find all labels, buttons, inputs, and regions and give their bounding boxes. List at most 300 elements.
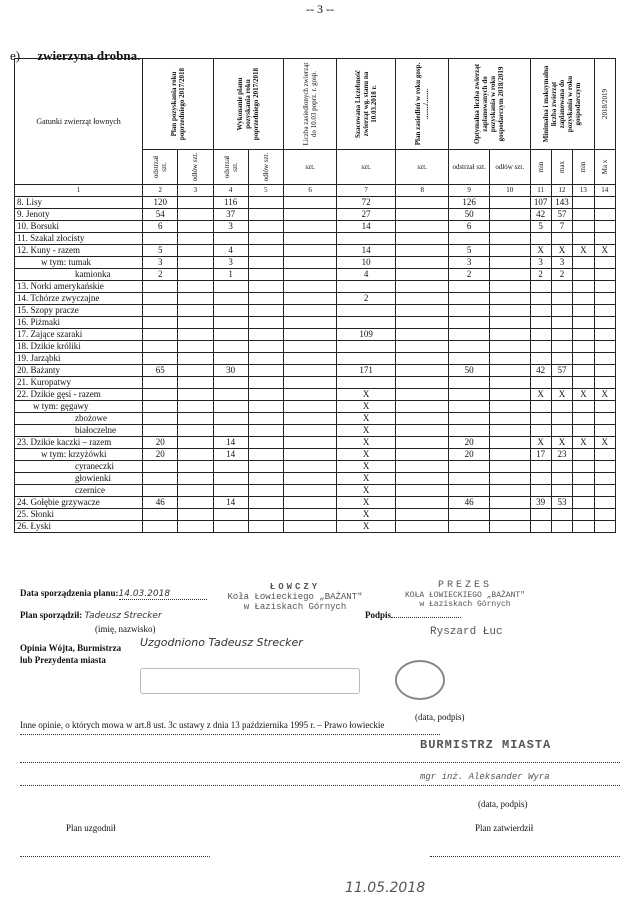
cell-col-13 [573, 461, 594, 473]
cell-col-3 [178, 377, 213, 389]
cell-col-4 [213, 329, 248, 341]
cell-col-9 [449, 353, 490, 365]
cell-col-10 [489, 521, 530, 533]
cell-col-10 [489, 341, 530, 353]
cell-col-8 [396, 257, 449, 269]
cell-col-2: 46 [143, 497, 178, 509]
cell-col-12: X [551, 437, 572, 449]
plan-approved-line [430, 856, 620, 857]
cell-col-14 [594, 473, 615, 485]
cell-col-6 [283, 305, 336, 317]
cell-col-4 [213, 473, 248, 485]
unit-min: min [573, 150, 594, 185]
cell-col-4: 4 [213, 245, 248, 257]
species-name: w tym: tumak [15, 257, 143, 269]
cell-col-9 [449, 341, 490, 353]
cell-col-3 [178, 269, 213, 281]
cell-col-14 [594, 257, 615, 269]
table-row [15, 401, 616, 413]
burmistrz-title: BURMISTRZ MIASTA [420, 738, 552, 752]
table-row [15, 293, 616, 305]
cell-col-14 [594, 317, 615, 329]
cell-col-2: 20 [143, 437, 178, 449]
species-name: zbożowe [15, 413, 143, 425]
cell-col-2 [143, 317, 178, 329]
cell-col-3 [178, 257, 213, 269]
bottom-date: 11.05.2018 [345, 880, 426, 896]
column-number: 13 [573, 185, 594, 197]
cell-col-3 [178, 281, 213, 293]
cell-col-4: 14 [213, 497, 248, 509]
cell-col-6 [283, 401, 336, 413]
cell-col-7: 4 [337, 269, 396, 281]
cell-col-12: X [551, 389, 572, 401]
cell-col-14 [594, 233, 615, 245]
cell-col-11: X [530, 389, 551, 401]
cell-col-13: X [573, 437, 594, 449]
cell-col-14 [594, 329, 615, 341]
species-name: 19. Jarząbki [15, 353, 143, 365]
cell-col-7: X [337, 449, 396, 461]
cell-col-9 [449, 425, 490, 437]
cell-col-8 [396, 377, 449, 389]
cell-col-14 [594, 209, 615, 221]
table-row [15, 425, 616, 437]
cell-col-3 [178, 305, 213, 317]
cell-col-7 [337, 305, 396, 317]
species-name: 9. Jenoty [15, 209, 143, 221]
unit-max: Ma x [594, 150, 615, 185]
date-value: 14.03.2018 [118, 589, 171, 599]
cell-col-9 [449, 293, 490, 305]
cell-col-12: 57 [551, 365, 572, 377]
cell-col-3 [178, 245, 213, 257]
cell-col-5 [248, 437, 283, 449]
cell-col-10 [489, 353, 530, 365]
cell-col-5 [248, 521, 283, 533]
cell-col-10 [489, 413, 530, 425]
table-row [15, 461, 616, 473]
cell-col-14 [594, 221, 615, 233]
cell-col-8 [396, 365, 449, 377]
cell-col-6 [283, 365, 336, 377]
cell-col-13 [573, 257, 594, 269]
species-name: czernice [15, 485, 143, 497]
header-execution-prev: Wykonanie planu pozyskania roku poprzedniego 2017/2018 [213, 59, 283, 150]
cell-col-13 [573, 293, 594, 305]
cell-col-9: 46 [449, 497, 490, 509]
species-name: głowienki [15, 473, 143, 485]
plan-agreed-label: Plan uzgodnił [66, 823, 116, 833]
page-number: -- 3 -- [306, 2, 334, 16]
cell-col-8 [396, 329, 449, 341]
cell-col-7 [337, 353, 396, 365]
cell-col-11: 39 [530, 497, 551, 509]
cell-col-5 [248, 473, 283, 485]
table-row [15, 209, 616, 221]
cell-col-8 [396, 305, 449, 317]
species-name: 20. Bażanty [15, 365, 143, 377]
cell-col-5 [248, 425, 283, 437]
cell-col-11 [530, 521, 551, 533]
cell-col-6 [283, 353, 336, 365]
cell-col-2 [143, 305, 178, 317]
cell-col-6 [283, 509, 336, 521]
cell-col-5 [248, 377, 283, 389]
cell-col-6 [283, 197, 336, 209]
cell-col-13: X [573, 389, 594, 401]
cell-col-4 [213, 281, 248, 293]
cell-col-14 [594, 377, 615, 389]
cell-col-7 [337, 341, 396, 353]
cell-col-13 [573, 281, 594, 293]
cell-col-11: 3 [530, 257, 551, 269]
cell-col-13 [573, 449, 594, 461]
cell-col-12: 2 [551, 269, 572, 281]
cell-col-12 [551, 413, 572, 425]
cell-col-11 [530, 233, 551, 245]
cell-col-8 [396, 269, 449, 281]
cell-col-5 [248, 365, 283, 377]
cell-col-4 [213, 425, 248, 437]
cell-col-12: 57 [551, 209, 572, 221]
cell-col-13 [573, 353, 594, 365]
cell-col-4 [213, 401, 248, 413]
cell-col-13 [573, 521, 594, 533]
column-number: 11 [530, 185, 551, 197]
cell-col-10 [489, 329, 530, 341]
cell-col-5 [248, 269, 283, 281]
cell-col-4 [213, 305, 248, 317]
cell-col-10 [489, 509, 530, 521]
cell-col-4 [213, 293, 248, 305]
cell-col-5 [248, 341, 283, 353]
lowczy-stamp: ŁOWCZY Koła Łowieckiego „BAŻANT" w Łaziskach Górnych [227, 582, 363, 612]
other-opinions: Inne opinie, o których mowa w art.8 ust. 3c ustawy z dnia 13 października 1995 r. – Prawo łowieckie [20, 720, 385, 730]
column-number: 1 [15, 185, 143, 197]
cell-col-2 [143, 329, 178, 341]
cell-col-10 [489, 269, 530, 281]
unit-szt: szt. [283, 150, 336, 185]
cell-col-2 [143, 425, 178, 437]
cell-col-9: 126 [449, 197, 490, 209]
cell-col-10 [489, 281, 530, 293]
cell-col-5 [248, 221, 283, 233]
cell-col-10 [489, 449, 530, 461]
cell-col-3 [178, 293, 213, 305]
cell-col-10 [489, 317, 530, 329]
cell-col-12 [551, 281, 572, 293]
cell-col-9: 50 [449, 365, 490, 377]
cell-col-4 [213, 485, 248, 497]
cell-col-7: 72 [337, 197, 396, 209]
cell-col-10 [489, 401, 530, 413]
cell-col-5 [248, 497, 283, 509]
cell-col-11: 107 [530, 197, 551, 209]
cell-col-9 [449, 377, 490, 389]
cell-col-11: 5 [530, 221, 551, 233]
cell-col-8 [396, 209, 449, 221]
species-name: 22. Dzikie gęsi - razem [15, 389, 143, 401]
cell-col-7: X [337, 425, 396, 437]
species-name: 17. Zające szaraki [15, 329, 143, 341]
cell-col-6 [283, 389, 336, 401]
cell-col-5 [248, 401, 283, 413]
cell-col-14 [594, 461, 615, 473]
cell-col-13 [573, 413, 594, 425]
cell-col-4 [213, 521, 248, 533]
cell-col-6 [283, 221, 336, 233]
cell-col-12 [551, 521, 572, 533]
cell-col-7: 171 [337, 365, 396, 377]
cell-col-11 [530, 329, 551, 341]
cell-col-5 [248, 245, 283, 257]
cell-col-14 [594, 353, 615, 365]
cell-col-8 [396, 341, 449, 353]
cell-col-11 [530, 473, 551, 485]
column-number: 10 [489, 185, 530, 197]
cell-col-8 [396, 281, 449, 293]
cell-col-8 [396, 449, 449, 461]
cell-col-6 [283, 233, 336, 245]
cell-col-2: 5 [143, 245, 178, 257]
cell-col-3 [178, 341, 213, 353]
cell-col-7 [337, 233, 396, 245]
header-minmax-year: 2018/2019 [594, 59, 615, 150]
cell-col-3 [178, 209, 213, 221]
cell-col-3 [178, 221, 213, 233]
cell-col-8 [396, 461, 449, 473]
cell-col-10 [489, 257, 530, 269]
faint-stamp [140, 668, 360, 694]
prezes-name: Ryszard Łuc [430, 626, 503, 638]
cell-col-8 [396, 353, 449, 365]
cell-col-2 [143, 233, 178, 245]
cell-col-3 [178, 485, 213, 497]
cell-col-12 [551, 401, 572, 413]
section-title-text: zwierzyna drobna. [37, 48, 141, 63]
table-row [15, 269, 616, 281]
table-row [15, 197, 616, 209]
cell-col-12 [551, 329, 572, 341]
cell-col-8 [396, 521, 449, 533]
cell-col-8 [396, 245, 449, 257]
cell-col-4 [213, 341, 248, 353]
cell-col-8 [396, 293, 449, 305]
table-row [15, 365, 616, 377]
cell-col-2 [143, 401, 178, 413]
cell-col-11: 42 [530, 365, 551, 377]
cell-col-3 [178, 389, 213, 401]
cell-col-8 [396, 437, 449, 449]
cell-col-7: 14 [337, 245, 396, 257]
cell-col-11 [530, 293, 551, 305]
table-row [15, 485, 616, 497]
cell-col-4: 14 [213, 449, 248, 461]
cell-col-3 [178, 473, 213, 485]
cell-col-3 [178, 521, 213, 533]
species-name: 16. Piżmaki [15, 317, 143, 329]
cell-col-14: X [594, 245, 615, 257]
cell-col-14: X [594, 389, 615, 401]
cell-col-11 [530, 353, 551, 365]
cell-col-5 [248, 233, 283, 245]
table-row [15, 245, 616, 257]
date-label: Data sporządzenia planu:14.03.2018 [20, 588, 207, 600]
cell-col-7 [337, 377, 396, 389]
cell-col-5 [248, 485, 283, 497]
cell-col-12: 143 [551, 197, 572, 209]
cell-col-7: X [337, 521, 396, 533]
species-name: 8. Lisy [15, 197, 143, 209]
cell-col-11: X [530, 245, 551, 257]
opinions-line-2 [20, 762, 620, 763]
unit-odlow: odłów szt. [248, 150, 283, 185]
cell-col-10 [489, 473, 530, 485]
column-number: 14 [594, 185, 615, 197]
cell-col-2 [143, 413, 178, 425]
column-number: 7 [337, 185, 396, 197]
cell-col-5 [248, 197, 283, 209]
cell-col-14 [594, 413, 615, 425]
cell-col-14 [594, 425, 615, 437]
plan-by-label: Plan sporządził: Tadeusz Strecker [20, 610, 162, 621]
cell-col-6 [283, 377, 336, 389]
species-name: 11. Szakal złocisty [15, 233, 143, 245]
unit-odstrzal: odstrzał szt. [143, 150, 178, 185]
cell-col-10 [489, 377, 530, 389]
cell-col-6 [283, 521, 336, 533]
cell-col-6 [283, 497, 336, 509]
cell-col-4 [213, 317, 248, 329]
cell-col-10 [489, 389, 530, 401]
cell-col-9 [449, 401, 490, 413]
cell-col-13 [573, 473, 594, 485]
cell-col-9 [449, 485, 490, 497]
cell-col-2 [143, 461, 178, 473]
cell-col-10 [489, 437, 530, 449]
cell-col-5 [248, 281, 283, 293]
cell-col-4: 30 [213, 365, 248, 377]
cell-col-4 [213, 377, 248, 389]
column-number: 4 [213, 185, 248, 197]
cell-col-12 [551, 509, 572, 521]
cell-col-13 [573, 377, 594, 389]
column-number: 2 [143, 185, 178, 197]
cell-col-12: 7 [551, 221, 572, 233]
cell-col-13 [573, 497, 594, 509]
table-row [15, 281, 616, 293]
cell-col-10 [489, 293, 530, 305]
handwritten-note: Uzgodniono Tadeusz Strecker [140, 636, 303, 649]
unit-odstrzal: odstrzał szt. [213, 150, 248, 185]
cell-col-9: 20 [449, 449, 490, 461]
unit-szt: szt. [337, 150, 396, 185]
species-name: cyraneczki [15, 461, 143, 473]
cell-col-2: 54 [143, 209, 178, 221]
cell-col-11 [530, 317, 551, 329]
unit-odstrzal: odstrzał szt. [449, 150, 490, 185]
header-settled: Liczba zasiedlonych zwierząt do 10.03 poprz. r. gosp. [283, 59, 336, 150]
opinion-label-1: Opinia Wójta, Burmistrza [20, 643, 122, 653]
species-name: 12. Kuny - razem [15, 245, 143, 257]
cell-col-12: 3 [551, 257, 572, 269]
cell-col-5 [248, 353, 283, 365]
cell-col-9: 5 [449, 245, 490, 257]
cell-col-7: X [337, 389, 396, 401]
cell-col-7 [337, 317, 396, 329]
header-settlement-plan: Plan zasiedleń w roku gosp. ......../........ [396, 59, 449, 150]
cell-col-9 [449, 305, 490, 317]
cell-col-8 [396, 389, 449, 401]
cell-col-4: 14 [213, 437, 248, 449]
cell-col-2 [143, 485, 178, 497]
cell-col-6 [283, 425, 336, 437]
table-row [15, 377, 616, 389]
cell-col-7: 10 [337, 257, 396, 269]
cell-col-3 [178, 497, 213, 509]
signature-label: Podpis [365, 610, 461, 620]
cell-col-9: 2 [449, 269, 490, 281]
plan-agreed-line [20, 856, 210, 857]
cell-col-12 [551, 305, 572, 317]
table-row [15, 221, 616, 233]
unit-odlow: odłów szt. [489, 150, 530, 185]
cell-col-5 [248, 449, 283, 461]
cell-col-7 [337, 281, 396, 293]
cell-col-12 [551, 341, 572, 353]
column-number: 12 [551, 185, 572, 197]
cell-col-3 [178, 401, 213, 413]
burmistrz-name: mgr inż. Aleksander Wyra [420, 772, 550, 782]
cell-col-8 [396, 473, 449, 485]
species-name: 21. Kuropatwy [15, 377, 143, 389]
species-name: w tym: gęgawy [15, 401, 143, 413]
cell-col-6 [283, 269, 336, 281]
cell-col-11 [530, 413, 551, 425]
cell-col-10 [489, 245, 530, 257]
cell-col-12 [551, 425, 572, 437]
cell-col-11 [530, 281, 551, 293]
table-row [15, 353, 616, 365]
cell-col-9 [449, 281, 490, 293]
table-row [15, 257, 616, 269]
cell-col-10 [489, 461, 530, 473]
table-row [15, 389, 616, 401]
cell-col-14 [594, 485, 615, 497]
cell-col-14: X [594, 437, 615, 449]
table-row [15, 509, 616, 521]
cell-col-8 [396, 425, 449, 437]
cell-col-3 [178, 425, 213, 437]
cell-col-9 [449, 317, 490, 329]
unit-min: min [530, 150, 551, 185]
cell-col-7: X [337, 485, 396, 497]
date-sign-hint-2: (data, podpis) [478, 799, 528, 809]
cell-col-14 [594, 281, 615, 293]
table-row [15, 521, 616, 533]
cell-col-5 [248, 413, 283, 425]
opinions-line-3 [20, 785, 620, 786]
cell-col-4 [213, 233, 248, 245]
cell-col-5 [248, 461, 283, 473]
cell-col-6 [283, 413, 336, 425]
cell-col-13 [573, 329, 594, 341]
cell-col-11 [530, 341, 551, 353]
cell-col-2: 65 [143, 365, 178, 377]
cell-col-6 [283, 245, 336, 257]
cell-col-2 [143, 473, 178, 485]
